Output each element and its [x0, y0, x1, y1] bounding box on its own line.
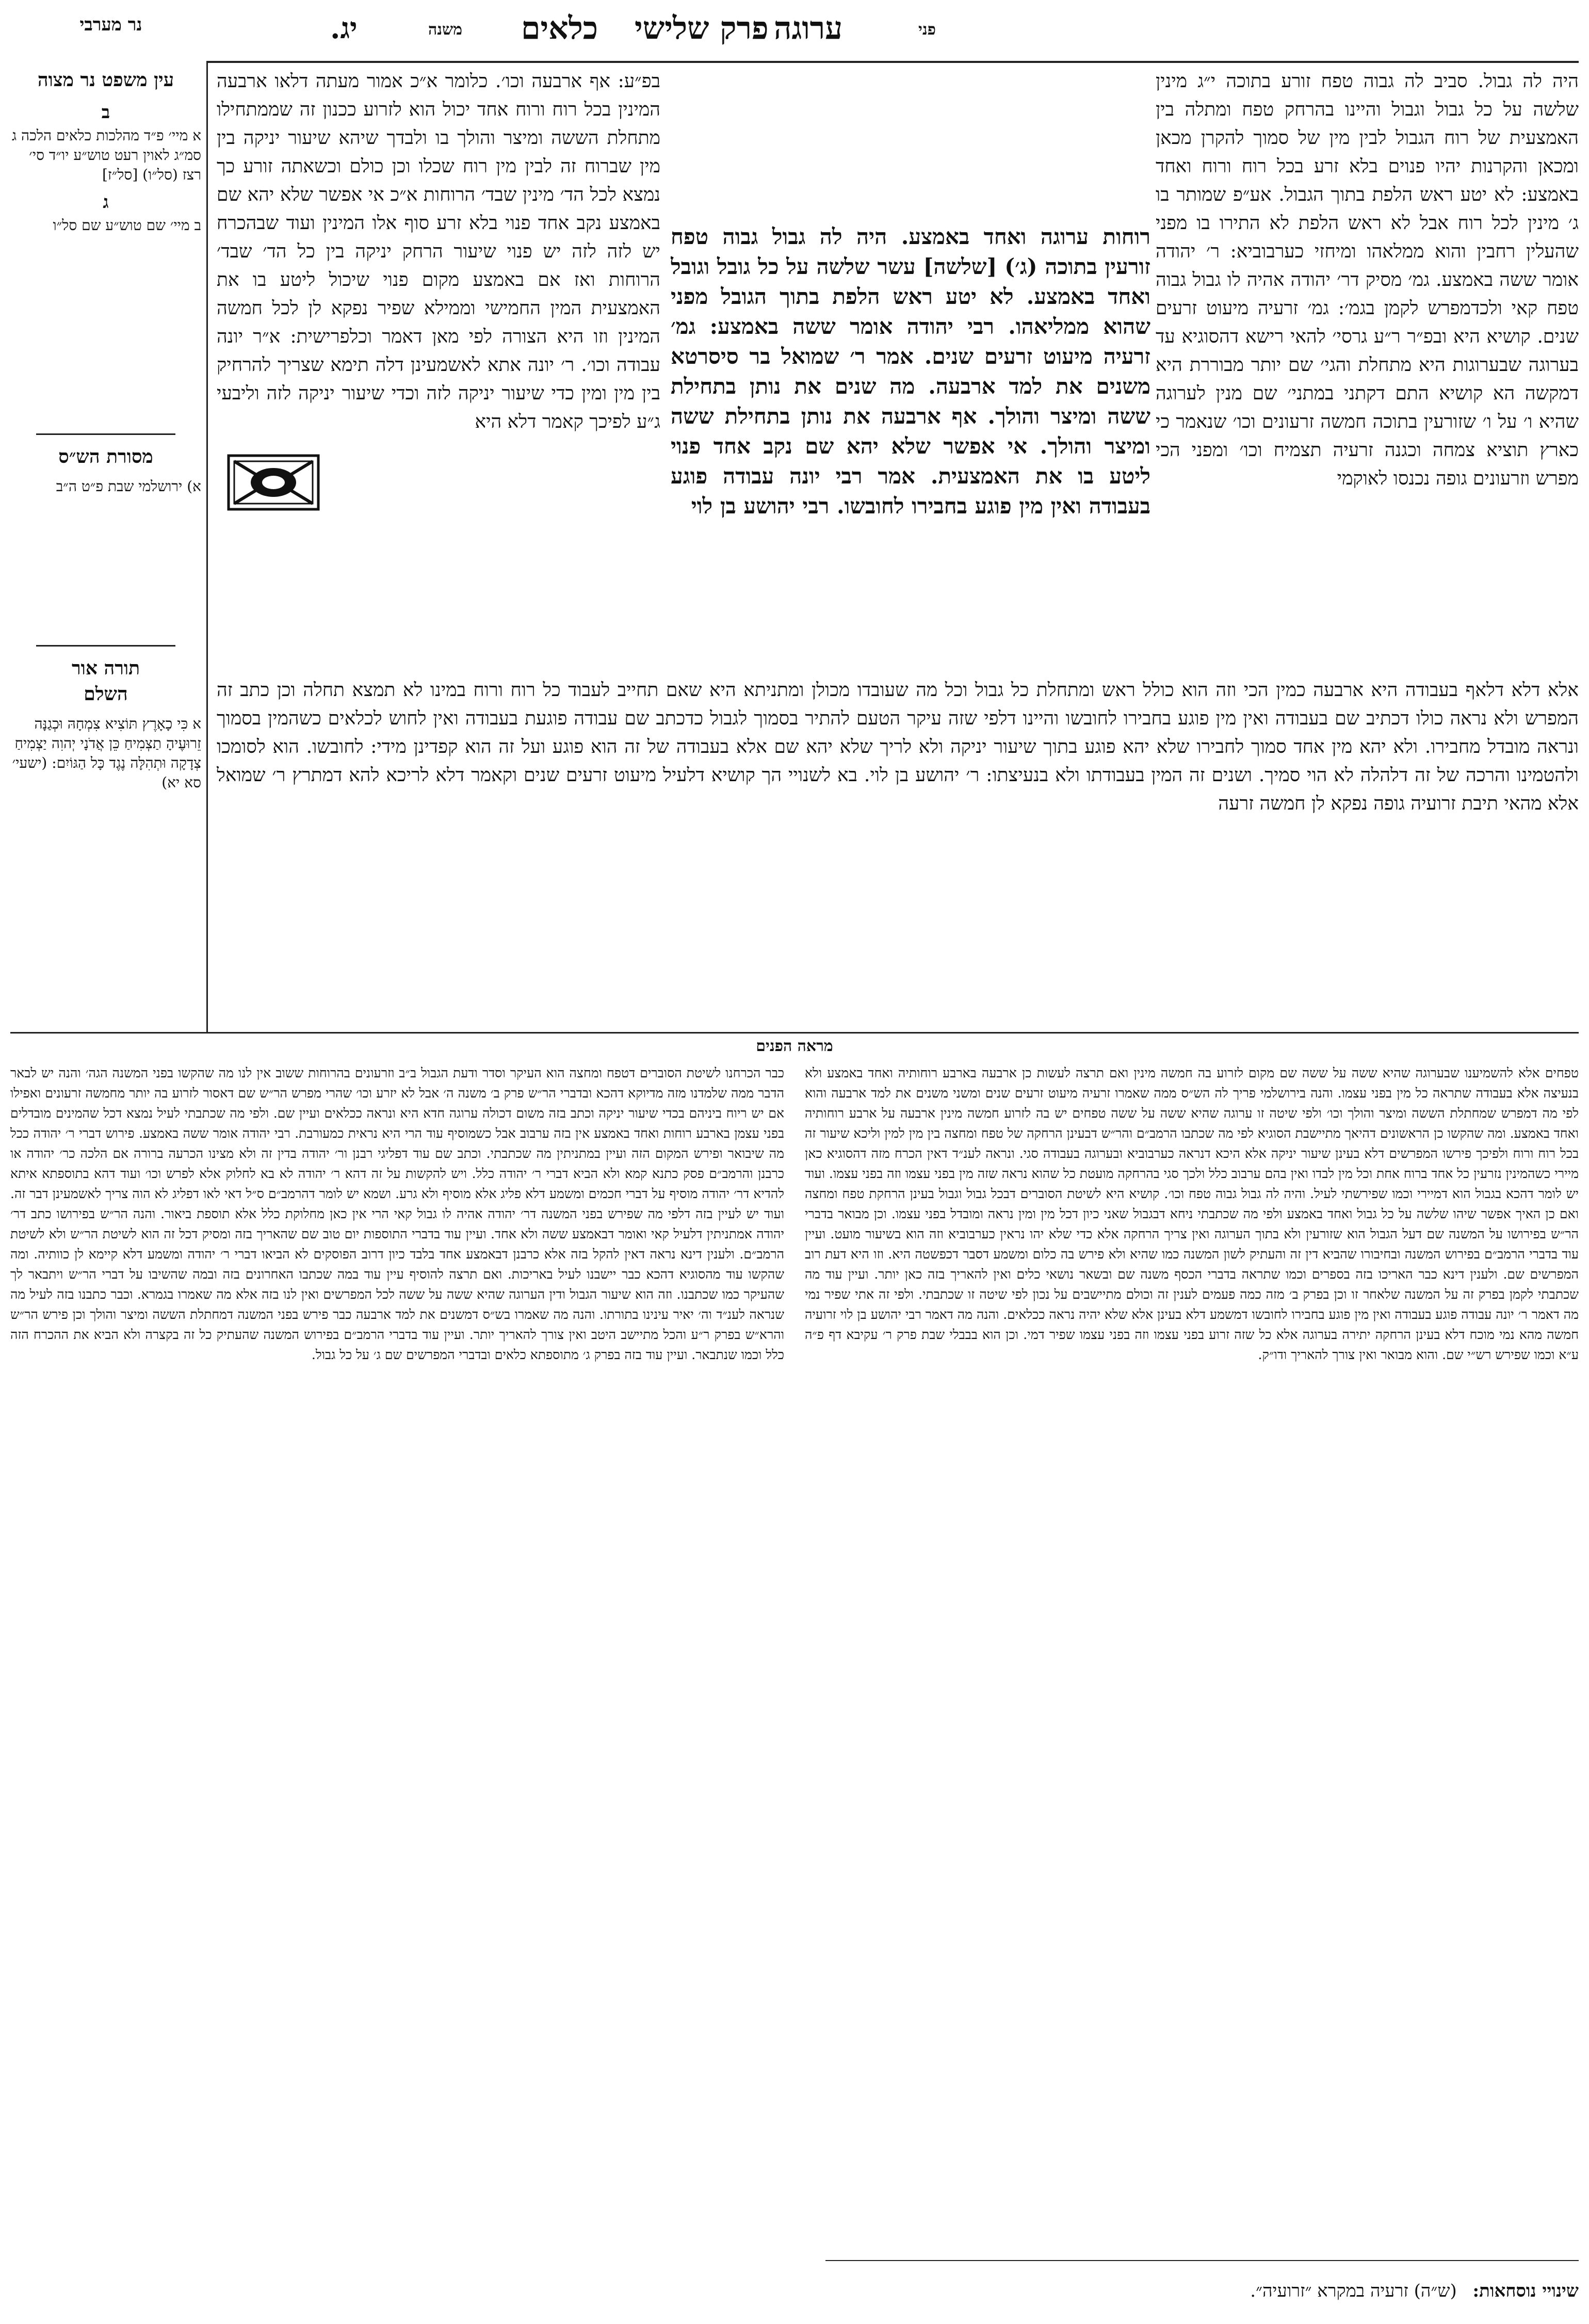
mareh-panim-column-right [805, 1063, 1579, 2245]
ein-mishpat-letter-b: ב [101, 102, 110, 123]
torah-or-section [10, 655, 201, 793]
ein-mishpat-title: עין משפט נר מצוה [37, 69, 174, 91]
header-tractate: כלאים [521, 10, 598, 46]
ein-mishpat-letter-g: ג [103, 192, 109, 213]
main-bottom-rule [10, 1032, 1579, 1034]
header-mishna-label: משנה [428, 21, 463, 39]
header-mishna-number: יג. [330, 11, 358, 45]
torah-or-title: תורה אור השלם [71, 657, 140, 705]
ein-mishpat-entry-g: ב מיי׳ שם טוש״ע שם סל״ו [53, 217, 201, 234]
footer-rule [825, 2260, 1579, 2261]
header-chapter: פרק שלישי [635, 10, 769, 46]
pnei-moshe-lower-text: אלא דלא דלאף בעבודה היא ארבעה כמין הכי וזה הוא כולל ראש ומתחלת כל גבול וכל מה שעובדו מכולן ומתניתא היא שאם תחייב לעבוד כל רוח ורוח במינו לא תמצא תחלה וכן כתב זה המפרש ולא נראה כולו דכתיב שם בעבודה ואין מין פוגע בחבירו לחובשו והיינו דלפי שזה עיקר הטעם להתיר בסמוך לגבול כדכתב שם עבודה פוגעת בעבודה ואין לחוש לכלאים כשהמין בסמוך ונראה מובדל מחבירו. ולא יהא מין אחד סמוך לחבירו שלא יהא פוגע בתוך שיעור יניקה ולא לריך שלא יהא שם אלא בעבודה של זה הוא פוגע ועל זה הוא קפדינן מידי: לחובשו. הוא לסומכו ולהטמינו והרכה של זה דלהלה לא הוי סמיך. ושנים זה המין בעבודתו ולא בנעיצתו: ר׳ יהושע בן לוי. בא לשנויי הך קושיא דלעיל מיעוט זרעים שנים וקאמר דלא לריכא להא דמתרץ ר׳ שמואל אלא מהאי תיבת זרועיה גופה נפקא לן חמשה זרעה [217, 680, 1579, 814]
gemara-text: רוחות ערוגה ואחד באמצע. היה לה גבול גבוה טפח זורעין בתוכה (ג׳) [שלשה] עשר שלשה על כל גובל וגובל ואחד באמצע. לא יטע ראש הלפת בתוך הגובל מפני שהוא ממליאהו. רבי יהודה אומר ששה באמצע: גמ׳ זרעיה מיעוט זרעים שנים. אמר ר׳ שמואל בר סיסרטא משנים את למד ארבעה. מה שנים את נותן בתחילת ששה ומיצר והולך. אף ארבעה את נותן בתחילת ששה ומיצר והולך. אי אפשר שלא יהא שם נקב אחד פנוי ליטע בו את האמצעית. אמר רבי יונה עבודה פוגע בעבודה ואין מין פוגע בחבירו לחובשו. רבי יהושע בן לוי [671, 224, 1150, 519]
gemara-block [671, 222, 1150, 671]
torah-or-entry: א כִּי כָאָרֶץ תּוֹצִיא צִמְחָהּ וּכְגַנָּה זֵרוּעֶיהָ תַצְמִיחַ כֵּן אֲדֹנָי יְהוִה יַצְמִיחַ צְדָקָה וּתְהִלָּה נֶגֶד כָּל הַגּוֹיִם: (ישעי׳ סא יא) [12, 715, 201, 791]
mareh-panim-text-left: כבר הכרחנו לשיטת הסוברים דטפח ומחצה הוא העיקר וסדר ודעת הגבול ב״ב וזרעונים בהרוחות ששוב אין לנו מה שהקשו בפני המשנה הגה׳ והנה יש לבאר הדבר ממה שלמדנו מזה מדיוקא דהכא ובדברי הר״ש פרק ב׳ משנה ה׳ אבל לא יזרע וכו׳ שהרי מפרש הר״ש שם דאסור לזרוע בה יותר מחמשה זרעונים ואפילו אם יש ריוח ביניהם בכדי שיעור יניקה וכתב בזה משום דכולה ערוגה חדא היא ונראה ככלאים ועיין שם. ולפי מה שכתבתי לעיל נמצא דכל שהמינים מובדלים בפני עצמן בארבע רוחות ואחד באמצע אין בזה ערבוב אבל כשמוסיף עוד הרי היא נראית כמעורבת. רבי יהודה אומר ששה באמצע. פירוש דברי ר׳ יהודה ככל מה שיבואר ופירש המקום הזה ועיין במתניתין מה שכתבתי. וכתב שם עוד דפליגי רבנן ור׳ יהודה בדין זה ולא מצינו הכרעה ברורה אם הלכה כר׳ יהודה או כרבנן והרמב״ם פסק כתנא קמא ולא הביא דברי ר׳ יהודה כלל. ויש להקשות על זה דהא ר׳ יהודה לא בא לחלוק אלא לפרש וכו׳ ועוד דהא בתוספתא איתא להדיא דר׳ יהודה מוסיף על דברי חכמים ומשמע דלא פליג אלא מוסיף ולא גרע. ושמא יש לומר דהרמב״ם ס״ל דאי לאו דפליג לא הוה צריך לאשמעינן דבר זה. ועוד יש לעיין בזה דלפי מה שפירש בפני המשנה דר׳ יהודה אהיה לו גבול קאי הרי אין כאן מחלוקת כלל אלא תוספת ביאור. והנה הר״ש בפירושו כתב דר׳ יהודה אמתניתין דלעיל קאי ואומר דבאמצע ששה ולא אחד. ועיין עוד בדברי התוספות יום טוב שם שהאריך בזה ומסיק דכל זה הוא לשיטת הר״ש ולא לשיטת הרמב״ם. ולענין דינא נראה דאין להקל בזה אלא כרבנן דבאמצע אחד בלבד כיון דרוב הפוסקים לא הביאו דברי ר׳ יהודה ומשמע דלא קיימא לן כוותיה. ומה שהקשו עוד מהסוגיא דהכא כבר יישבנו לעיל באריכות. ואם תרצה להוסיף עיין עוד במה שכתבו האחרונים בזה ובמה שהשיבו על דברי הר״ש ויתבאר לך שהעיקר כמו שכתבנו. וזה הוא שיעור הגבול ודין הערוגה שהיא ששה על ששה לכל המפרשים ואין לנו בזה אלא מה שאמרו בגמרא. וכבר כתבנו בזה לעיל מה שנראה לענ״ד וה׳ יאיר עינינו בתורתו. והנה מה שאמרו בש״ס דמשנים את למד ארבעה כבר פירש בפני המשנה דמחתלת הששה ומיצר והולך וכן פירש הר״ש והרא״ש בפרק ר״ע והכל מתיישב היטב ואין צורך להאריך יותר. ועיין עוד בדברי הרמב״ם בפירוש המשנה שהעתיק כל זה בקצרה ולא הביא את ההכרח הזה כלל וכמו שנתבאר. ועיין עוד בזה בפרק ג׳ מתוספתא כלאים ובדברי המפרשים שם ג׳ על כל גבול. [10, 1066, 784, 1362]
page-header [0, 0, 1589, 62]
mareh-panim-title: מראה הפנים [756, 1037, 833, 1055]
header-pnei: פני [918, 21, 936, 39]
masoret-entry: א) ירושלמי שבת פ״ט ה״ב [56, 478, 201, 495]
masoret-section [10, 444, 201, 496]
header-rule [206, 61, 1579, 63]
masoret-title: מסורת הש״ס [58, 446, 153, 467]
header-ner-maaravi: נר מערבי [79, 14, 142, 35]
side-column-divider [206, 62, 208, 1032]
margin-commentary-text: בפ״ע: אף ארבעה וכו׳. כלומר א״כ אמור מעתה דלאו ארבעה המינין בכל רוח ורוח אחד יכול הוא לזרוע ככנון זה שממתחילו מתחלת הששה ומיצר והולך בו ולבדך שיהא שיעור יניקה בין מין שברוח זה לבין מין רוח שכלו וכן כולם וכשאתה זורע כך נמצא לכל הד׳ מינין שבד׳ הרוחות א״כ אי אפשר שלא יהא שם באמצע נקב אחד פנוי בלא זרע סוף אלו המינין ועוד שבהכרח יש לזה לזה יש פנוי שיעור הרחק יניקה בין כל הד׳ שבד׳ הרוחות ואז אם באמצע מקום פנוי שיכול ליטע בו את האמצעית המין החמישי וממילא שפיר נפקא לן לכל חמשה המינין וזו היא הצורה לפי מאן דאמר וכלפרישית: א״ר יונה עבודה וכו׳. ר׳ יונה אתא לאשמעינן דלה תימא שצריך להרחיק בין מין ומין כדי שיעור יניקה לזה וכדי שיעור יניקה לזה וליבעי ג״ע לפיכך קאמר דלא היא [217, 71, 660, 432]
mareh-panim-text-right: טפחים אלא להשמיענו שבערוגה שהיא ששה על ששה שם מקום לזרוע בה חמשה מינין ואם תרצה לעשות כן ארבעה בארבע רוחותיה ואחד באמצע ולא בנעיצה אלא בעבודה שתראה כל מין בפני עצמו. והנה בירושלמי פריך לה הש״ס ממה שאמרו זרעיה מיעוט זרעים שנים ומשני משנים את למד ארבעה והוא לפי מה דמפרש שמחתלת הששה ומיצר והולך וכו׳ ולפי שיטה זו ערוגה שהיא ששה על ששה טפחים יש בה לזרוע חמשה מינין ארבעה על ארבע רוחותיה ואחד באמצע. ומה שהקשו כן הראשונים דהיאך מתיישבת הסוגיא לפי מה שכתבו הרמב״ם והר״ש דבעינן הרחקה של טפח ומחצה בין מין למין וליכא שיעור זה בכל רוח ורוח ולפיכך פירשו המפרשים דלא בעינן שיעור יניקה אלא היכא דנראה כערבוביא ובערוגה בעבודה סגי. ונראה לענ״ד דאין הכרח מזה דהסוגיא כאן מיירי כשהמינין נזרעין כל אחד ברוח אחת וכל מין לבדו ואין בהם ערבוב כלל ולכך סגי בהרחקה מועטת כל שהוא נראה שזה מין בפני עצמו וזה בפני עצמו. ועוד יש לומר דהכא בגבול הוא דמיירי וכמו שפירשתי לעיל. והיה לה גבול גבוה טפח וכו׳. קושיא היא לשיטת הסוברים דבכל גבול וגבול בעינן הרחקת טפח ומחצה ואם כן האיך אפשר שיהו שלשה על כל גבול ואחד באמצע ולפי מה שכתבתי ניחא דבגבול שאני כיון דכל מין ומין נראה ומובדל בפני עצמו. וכן מבואר בדברי הר״ש בפירושו על המשנה שם דעל הגבול הוא שזורעין ולא בתוך הערוגה ואין צריך הרחקה אלא כדי שלא יהו נראין כערבוביא וזה הוא בשיעור מועט. ועיין עוד בדברי הרמב״ם בפירוש המשנה ובחיבורו שהביא דין זה והעתיק לשון המשנה כמו שהיא ולא פירש בה כלום ומשמע דסבר דכפשטה היא. וזו היא דעת רוב המפרשים שם. ולענין דינא כבר האריכו בזה בספרים וכמו שתראה בדברי הכסף משנה שם ובשאר נושאי כלים ואין להאריך בזה כאן יותר. ועיין עוד מה שכתבתי לקמן בפרק זה על המשנה שלאחר זו וכן בפרק ב׳ מזה כמה פעמים לענין זה וכולם מתיישבים על נכון לפי שיטה זו שכתבתי. ולפי זה אתי שפיר נמי מה דאמר ר׳ יונה עבודה פוגע בעבודה ואין מין פוגע בחבירו לחובשו דמשמע דלא בעינן אלא שלא יהיה נראה ככלאים. והנה מה דאמר רבי יהושע בן לוי זרועיה חמשה מהא נמי מוכח דלא בעינן הרחקה יתירה בערוגה אלא כל שזה זרוע בפני עצמו וזה בפני עצמו שפיר דמי. וכן הוא בבבלי שבת פרק ר׳ עקיבא דף פ״ה ע״א וכמו שפירש רש״י שם. והוא מבואר ואין צורך להאריך ודו״ק. [805, 1066, 1579, 1362]
ein-mishpat-entry-b: א מיי׳ פ״ד מהלכות כלאים הלכה ג סמ״ג לאוין רעט טוש״ע יו״ד סי׳ רצז (סל״ו) [סל״ז] [11, 127, 201, 183]
pnei-moshe-lower [217, 676, 1579, 1032]
mareh-panim-column-left [10, 1063, 784, 2245]
footer [516, 2281, 1579, 2301]
side-rule-1 [36, 433, 175, 435]
side-rule-2 [36, 645, 175, 647]
footer-text: (ש״ה) זרעיה במקרא ״זרועיה״. [1250, 2281, 1457, 2301]
margin-commentary-left [217, 67, 660, 676]
header-aruga: ערוגה [774, 10, 843, 46]
diagram-svg [227, 454, 320, 511]
arrangement-diagram [227, 454, 320, 511]
ein-mishpat-section [10, 67, 201, 235]
pnei-moshe-text: היה לה גבול. סביב לה גבוה טפח זורע בתוכה י״ג מינין שלשה על כל גבול וגבול והיינו בהרחק טפח ומתלה בין האמצעית של רוח הגבול לבין מין של סמוך להקרן מכאן ומכאן והקרנות יהיו פנוים בלא זרע בכל רוח ורוח ואחד באמצע: לא יטע ראש הלפת בתוך הגבול. אע״פ שמותר בו ג׳ מינין לכל רוח אבל לא ראש הלפת לא התירו בו מפני שהעלין רחבין והוא ממלאהו ומיחזי כערבוביא: ר׳ יהודה אומר ששה באמצע. גמ׳ מסיק דר׳ יהודה אהיה לו גבול גבוה טפח קאי ולכדמפרש לקמן בגמ׳: גמ׳ זרעיה מיעוט זרעים שנים. קושיא היא ובפ״ר ר״ע גרסי׳ להאי רישא דהסוגיא עד בערוגה שבערוגות היא מתחלת והגי׳ שם יותר מבוררת היא דמקשה הא קושיא התם דקתני במתני׳ שם מנין לערוגה שהיא ו׳ על ו׳ שזורעין בתוכה חמשה זרעונים וכו׳ שנאמר כי כארץ תוציא צמחה וכגנה זרעיה תצמיח וכו׳ ומפני הכי מפרש וזרעונים גופה נכנסו לאוקמי [1156, 71, 1579, 489]
footer-label: שינויי נוסחאות: [1472, 2281, 1579, 2301]
